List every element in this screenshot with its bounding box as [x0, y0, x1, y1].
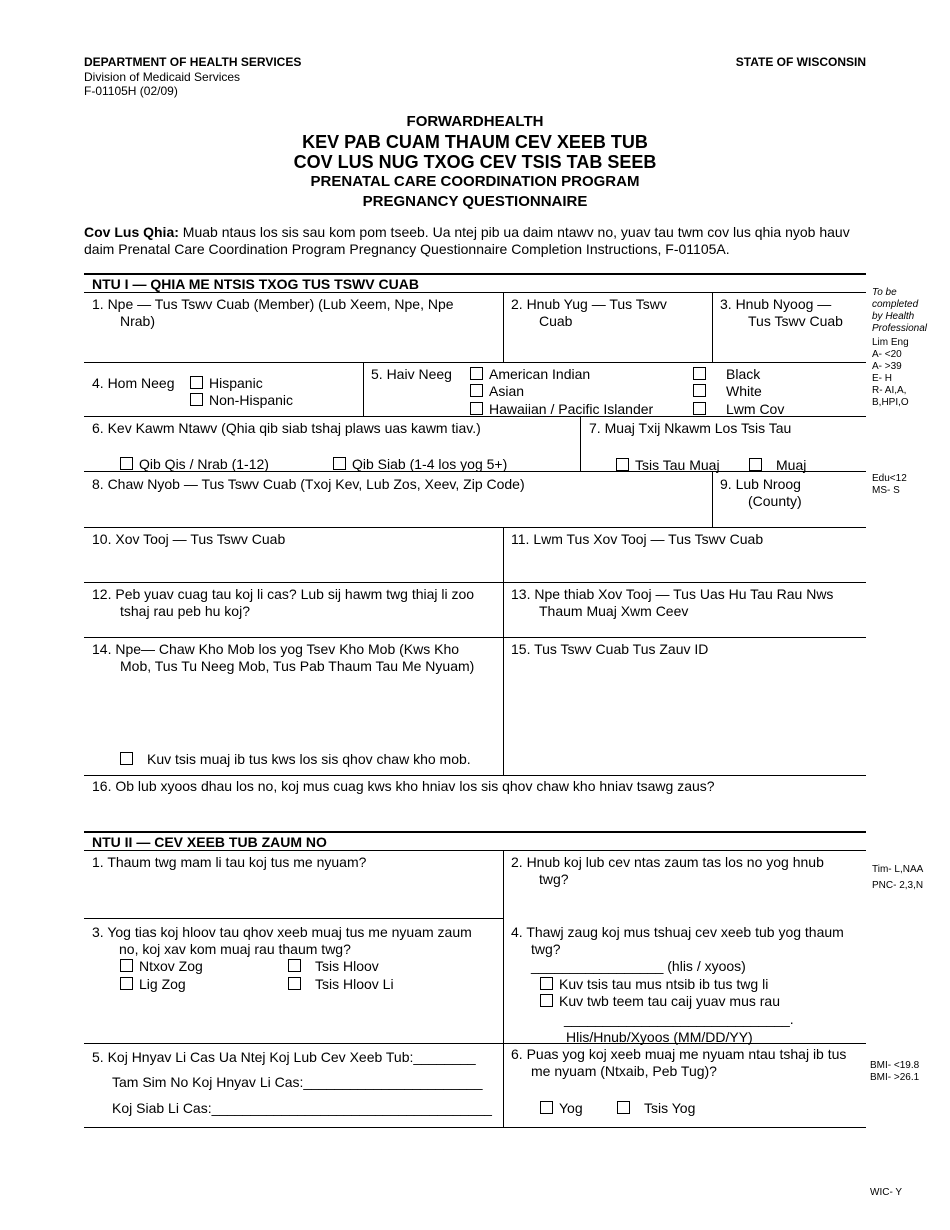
option-no-change-at-all[interactable]: Tsis Hloov Li	[288, 976, 394, 993]
header-left	[84, 55, 301, 99]
option-no[interactable]: Tsis Yog	[617, 1100, 695, 1117]
checkbox[interactable]	[616, 458, 629, 471]
field-7-marital-label: 7. Muaj Txij Nkawm Los Tsis Tau	[589, 420, 792, 436]
field-8-address[interactable]: 8. Chaw Nyob — Tus Tswv Cuab (Txoj Kev, Lub Zos, Xeev, Zip Code)	[92, 476, 525, 492]
margin-note-codes: Lim Eng A- <20 A- >39 E- H R- AI,A, B,HPI,O	[872, 337, 909, 408]
q3-label: 3. Yog tias koj hloov tau qhov xeeb muaj tus me nyuam zaum	[92, 924, 472, 940]
option-hispanic[interactable]: Hispanic	[190, 375, 263, 392]
field-3-label: 3. Hnub Nyoog —	[720, 296, 832, 312]
option-no-provider[interactable]: Kuv tsis muaj ib tus kws los sis qhov chaw kho mob.	[120, 751, 471, 768]
option-asian[interactable]: Asian	[470, 383, 524, 400]
checkbox[interactable]	[470, 367, 483, 380]
option-white[interactable]: White	[693, 383, 762, 400]
q3-label-cont: no, koj xav kom muaj rau thaum twg?	[119, 941, 351, 957]
option-american-indian[interactable]: American Indian	[470, 366, 590, 383]
field-3-label-cont: Tus Tswv Cuab	[748, 313, 843, 329]
title-line-5: PREGNANCY QUESTIONNAIRE	[362, 193, 588, 210]
checkbox[interactable]	[540, 1101, 553, 1114]
checkbox[interactable]	[288, 959, 301, 972]
q3-timing-label	[92, 924, 472, 958]
q2-last-period[interactable]	[511, 854, 824, 888]
checkbox[interactable]	[749, 458, 762, 471]
field-13-label-cont: Thaum Muaj Xwm Ceev	[539, 603, 689, 619]
q2-label: 2. Hnub koj lub cev ntas zaum tas los no yog hnub	[511, 854, 824, 870]
rule	[84, 292, 866, 293]
field-12-label-cont: tshaj rau peb hu koj?	[120, 603, 250, 619]
field-11-alt-phone[interactable]: 11. Lwm Tus Xov Tooj — Tus Tswv Cuab	[511, 531, 764, 547]
q4-label: 4. Thawj zaug koj mus tshuaj cev xeeb tub yog thaum	[511, 924, 844, 940]
dept-name: DEPARTMENT OF HEALTH SERVICES	[84, 55, 302, 69]
checkbox[interactable]	[120, 977, 133, 990]
checkbox[interactable]	[288, 977, 301, 990]
field-12-contact-time[interactable]	[92, 586, 474, 620]
field-9-county[interactable]	[720, 476, 802, 510]
field-2-dob[interactable]	[511, 296, 667, 330]
title-line-3: COV LUS NUG TXOG CEV TSIS TAB SEEB	[293, 152, 657, 172]
margin-note-education: Edu<12 MS- S	[872, 473, 907, 496]
field-15-member-id[interactable]: 15. Tus Tswv Cuab Tus Zauv ID	[511, 641, 709, 657]
state-name: STATE OF WISCONSIN	[735, 55, 866, 69]
checkbox[interactable]	[120, 959, 133, 972]
checkbox[interactable]	[120, 752, 133, 765]
option-hawaiian[interactable]: Hawaiian / Pacific Islander	[470, 401, 653, 418]
q4-appointment-date-line[interactable]: _____________________________.	[564, 1011, 794, 1027]
q4-date-format: Hlis/Hnub/Xyoos (MM/DD/YY)	[566, 1029, 753, 1045]
checkbox[interactable]	[470, 402, 483, 415]
field-9-label: 9. Lub Nroog	[720, 476, 801, 492]
q6-multiples	[511, 1046, 846, 1080]
instructions-label: Cov Lus Qhia:	[84, 224, 179, 240]
option-later[interactable]: Lig Zog	[120, 976, 186, 993]
q5-pre-pregnancy-weight[interactable]: 5. Koj Hnyav Li Cas Ua Ntej Koj Lub Cev Xeeb Tub:________	[92, 1049, 476, 1065]
option-non-hispanic[interactable]: Non-Hispanic	[190, 392, 293, 409]
q6-label-cont: me nyuam (Ntxaib, Peb Tug)?	[531, 1063, 717, 1079]
option-earlier[interactable]: Ntxov Zog	[120, 958, 203, 975]
checkbox[interactable]	[693, 384, 706, 397]
section2-top-rule	[84, 831, 866, 833]
field-5-race-label: 5. Haiv Neeg	[371, 366, 452, 382]
checkbox[interactable]	[540, 994, 553, 1007]
field-13-label: 13. Npe thiab Xov Tooj — Tus Uas Hu Tau Rau Nws	[511, 586, 834, 602]
q4-label-cont: twg?	[531, 941, 561, 957]
checkbox[interactable]	[617, 1101, 630, 1114]
option-appointment-set[interactable]: Kuv twb teem tau caij yuav mus rau	[540, 993, 780, 1010]
instructions-text: Muab ntaus los sis sau kom pom tseeb. Ua ntej pib ua daim ntawv no, yuav tau twm cov lus qhia nyob hauv daim Prenatal Care Coordination Program Pregnancy Questionnaire Completion Instructions, F-01105A.	[84, 224, 850, 257]
option-not-married[interactable]: Tsis Tau Muaj	[616, 457, 720, 474]
field-2-label: 2. Hnub Yug — Tus Tswv	[511, 296, 667, 312]
field-10-phone[interactable]: 10. Xov Tooj — Tus Tswv Cuab	[92, 531, 286, 547]
q4-month-year-field[interactable]: _________________ (hlis / xyoos)	[531, 958, 746, 974]
section2-title: NTU II — CEV XEEB TUB ZAUM NO	[92, 834, 327, 850]
field-13-emergency-contact[interactable]	[511, 586, 833, 620]
field-14-label: 14. Npe— Chaw Kho Mob los yog Tsev Kho Mob (Kws Kho	[92, 641, 460, 657]
field-14-provider[interactable]	[92, 641, 474, 675]
checkbox[interactable]	[333, 457, 346, 470]
section1-title: NTU I — QHIA ME NTSIS TXOG TUS TSWV CUAB	[92, 276, 419, 292]
option-college[interactable]: Qib Siab (1-4 los yog 5+) _____	[333, 456, 550, 473]
option-married[interactable]: Muaj	[749, 457, 806, 474]
q4-first-visit	[511, 924, 844, 958]
title-line-4: PRENATAL CARE COORDINATION PROGRAM	[310, 173, 640, 190]
field-9-label-cont: (County)	[748, 493, 802, 509]
margin-note-tim: Tim- L,NAA	[872, 864, 924, 875]
checkbox[interactable]	[470, 384, 483, 397]
instructions	[84, 224, 874, 258]
checkbox[interactable]	[120, 457, 133, 470]
q6-label: 6. Puas yog koj xeeb muaj me nyuam ntau tshaj ib tus	[511, 1046, 847, 1062]
margin-note-wic: WIC- Y	[870, 1187, 903, 1198]
title-block	[0, 112, 950, 212]
field-4-ethnicity-label: 4. Hom Neeg	[92, 375, 175, 391]
division-name: Division of Medicaid Services	[84, 69, 241, 84]
option-grade-school[interactable]: Qib Qis / Nrab (1-12) _____	[120, 456, 312, 473]
checkbox[interactable]	[693, 402, 706, 415]
option-other-race[interactable]: Lwm Cov	[693, 401, 784, 418]
form-number: F-01105H (02/09)	[84, 84, 178, 98]
q2-label-cont: twg?	[539, 871, 569, 887]
field-12-label: 12. Peb yuav cuag tau koj li cas? Lub sij hawm twg thiaj li zoo	[92, 586, 475, 602]
checkbox[interactable]	[190, 376, 203, 389]
q5-height[interactable]: Koj Siab Li Cas:____________________________________	[112, 1100, 492, 1116]
field-1-label: 1. Npe — Tus Tswv Cuab (Member) (Lub Xeem, Npe, Npe	[92, 296, 454, 312]
margin-note-health-professional: To be completed by Health Professional	[872, 287, 928, 334]
title-line-1: FORWARDHEALTH	[406, 113, 544, 130]
option-black[interactable]: Black	[693, 366, 760, 383]
section1-top-rule	[84, 273, 866, 275]
option-no-change[interactable]: Tsis Hloov	[288, 958, 379, 975]
field-6-education-label: 6. Kev Kawm Ntawv (Qhia qib siab tshaj plaws uas kawm tiav.)	[92, 420, 481, 436]
q5-current-weight[interactable]: Tam Sim No Koj Hnyav Li Cas:_______________________	[112, 1074, 483, 1090]
field-2-label-cont: Cuab	[539, 313, 573, 329]
q1-due-date[interactable]: 1. Thaum twg mam li tau koj tus me nyuam?	[92, 854, 367, 870]
field-1-name[interactable]	[92, 296, 454, 330]
field-14-label-cont: Mob, Tus Tu Neeg Mob, Tus Pab Thaum Tau Me Nyuam)	[120, 658, 475, 674]
margin-note-pnc: PNC- 2,3,N	[872, 880, 924, 891]
checkbox[interactable]	[540, 977, 553, 990]
option-yes[interactable]: Yog	[540, 1100, 583, 1117]
checkbox[interactable]	[693, 367, 706, 380]
title-line-2: KEV PAB CUAM THAUM CEV XEEB TUB	[302, 132, 648, 152]
field-1-label-cont: Nrab)	[120, 313, 156, 329]
field-16-dental-visits[interactable]: 16. Ob lub xyoos dhau los no, koj mus cuag kws kho hniav los sis qhov chaw kho hniav tsawg zaus?	[92, 778, 715, 794]
field-3-age[interactable]	[720, 296, 843, 330]
checkbox[interactable]	[190, 393, 203, 406]
option-no-visit-yet[interactable]: Kuv tsis tau mus ntsib ib tus twg li	[540, 976, 768, 993]
margin-note-bmi: BMI- <19.8 BMI- >26.1	[870, 1060, 920, 1083]
